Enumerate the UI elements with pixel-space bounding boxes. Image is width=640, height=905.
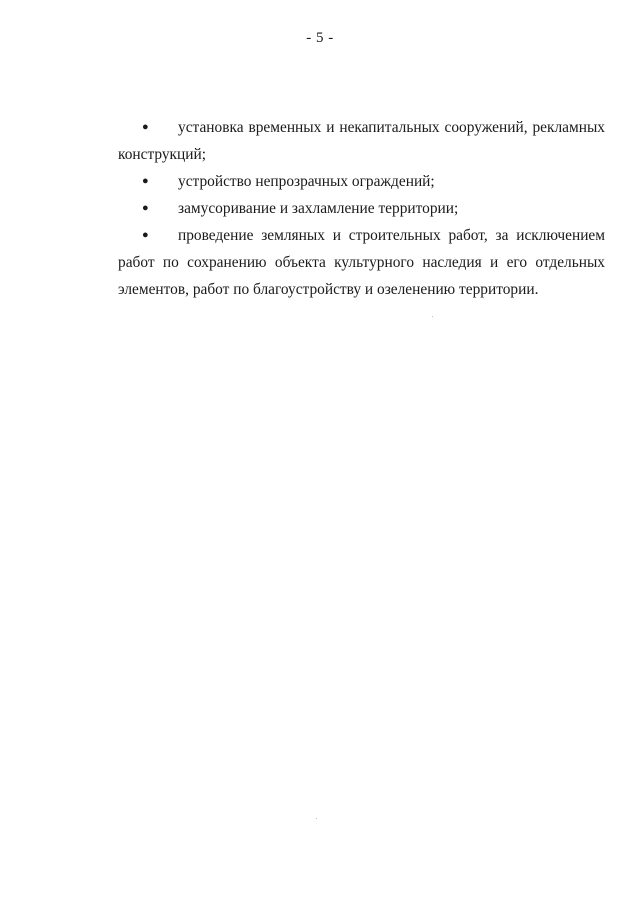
- bullet-icon: ●: [142, 121, 149, 133]
- list-item-text: замусоривание и захламление территории;: [178, 200, 459, 217]
- scan-speck: [432, 316, 433, 317]
- list-item-text: устройство непрозрачных ограждений;: [178, 173, 435, 190]
- list-item: [118, 222, 605, 303]
- list-item-text: проведение земляных и строительных работ, за исключением работ по сохранению объекта культурного наследия и его отдельных элементов, работ по благоустройству и озеленению территории.: [118, 227, 605, 298]
- list-item: [118, 195, 605, 222]
- list-item: [118, 114, 605, 168]
- list-item: [118, 168, 605, 195]
- list-item-text: установка временных и некапитальных сооружений, рекламных конструкций;: [118, 119, 605, 163]
- restrictions-list: [118, 114, 605, 303]
- bullet-icon: ●: [142, 229, 149, 241]
- scan-speck: [316, 818, 317, 819]
- bullet-icon: ●: [142, 202, 149, 214]
- bullet-icon: ●: [142, 175, 149, 187]
- page-number: - 5 -: [306, 30, 334, 46]
